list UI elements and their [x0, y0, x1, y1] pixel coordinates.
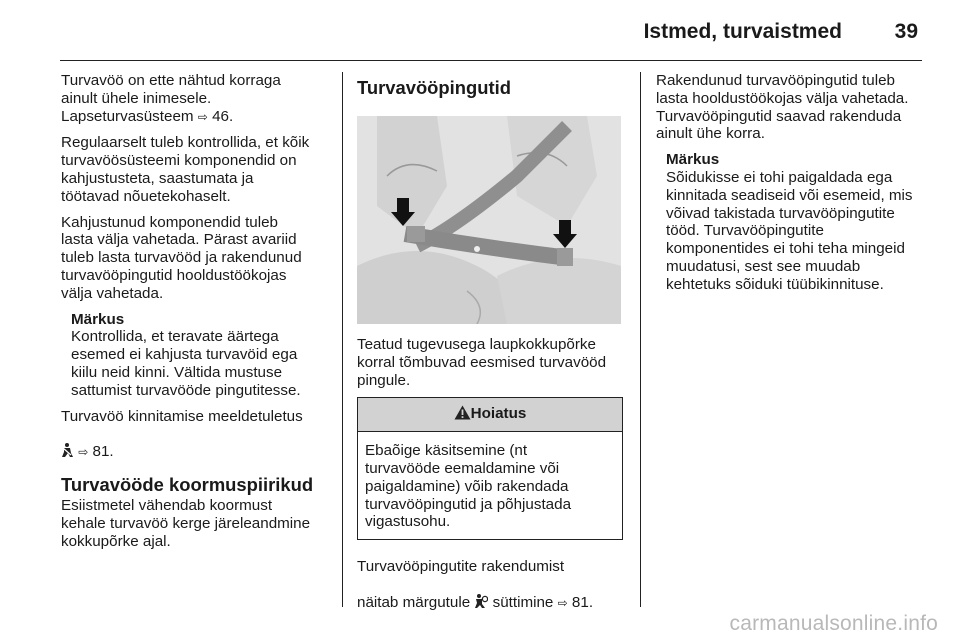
- note-text: Sõidukisse ei tohi paigaldada ega kinnitada seadiseid või esemeid, mis võivad takistada turvavööpingutite tööd. Turvavööpingutite komponentides ei tohi teha mingeid muudatusi, sest see muudab kehtetuks sõiduki tüübikinnituse.: [666, 168, 913, 293]
- page-number: 39: [894, 20, 918, 43]
- page-title: Istmed, turvaistmed: [643, 20, 842, 43]
- note: [666, 151, 926, 293]
- column-3: [656, 72, 926, 294]
- note-text: Kontrollida, et teravate äärtega esemed ei kahjusta turvavöid ega kiilu neid kinni. Vältida mustuse sattumist turvavööde pingutitesse.: [71, 328, 301, 399]
- paragraph: Kahjustunud komponendid tuleb lasta välja vahetada. Pärast avariid tuleb lasta turvavööd ja rakendunud turvavööpingutid hooldustöökojas välja vahetada.: [61, 213, 302, 302]
- paragraph: [357, 558, 623, 613]
- paragraph: Esiistmetel vähendab koormust kehale turvavöö kerge järeleandmine kokkupõrke ajal.: [61, 496, 311, 550]
- page-ref-arrow-icon: ⇨: [557, 595, 568, 610]
- figure-caption: Teatud tugevusega laupkokkupõrke korral tõmbuvad eesmised turvavööd pingule.: [357, 336, 607, 389]
- airbag-indicator-icon: [474, 576, 488, 614]
- paragraph: [61, 408, 333, 463]
- section-heading: Turvavööde koormuspiirikud: [61, 473, 314, 495]
- page-ref-arrow-icon: ⇨: [78, 445, 89, 460]
- column-1: [61, 72, 333, 558]
- paragraph-text: Turvavöö on ette nähtud korraga ainult ühele inimesele. Lapseturvasüsteem: [61, 72, 281, 125]
- seatbelt-pretensioner-illustration: [357, 116, 621, 324]
- column-2: [357, 72, 623, 622]
- note-label: Märkus: [666, 151, 720, 169]
- column-divider: [640, 72, 641, 607]
- warning-title: Hoiatus: [470, 405, 527, 423]
- paragraph: Regulaarselt tuleb kontrollida, et kõik turvavöösüsteemi komponendid on kahjustusteta, saastumata ja töötavad nõuetekohaselt.: [61, 134, 310, 205]
- note: [71, 311, 333, 400]
- seatbelt-reminder-icon: [61, 425, 74, 463]
- warning-triangle-icon: [454, 405, 471, 425]
- watermark: carmanualsonline.info: [729, 612, 938, 635]
- paragraph: Rakendunud turvavööpingutid tuleb lasta hooldustöökojas välja vahetada. Turvavööpingutid saavad rakenduda ainult ühe korra.: [656, 72, 909, 143]
- page-header: [0, 0, 960, 60]
- page-ref[interactable]: 81.: [571, 593, 594, 611]
- paragraph-text: Turvavöö kinnitamise meeldetuletus: [61, 407, 303, 425]
- warning-box: [357, 397, 623, 540]
- header-rule: [60, 60, 922, 61]
- page-ref-arrow-icon: ⇨: [197, 109, 208, 124]
- page-ref[interactable]: 46.: [212, 107, 234, 125]
- note-label: Märkus: [71, 310, 125, 328]
- section-heading: Turvavööpingutid: [357, 77, 511, 98]
- column-divider: [342, 72, 343, 607]
- paragraph-text: Turvavööpingutite rakendumist näitab märgutule: [357, 558, 565, 611]
- paragraph-text: süttimine: [492, 593, 554, 611]
- warning-header: [358, 398, 622, 432]
- page-ref[interactable]: 81.: [92, 443, 114, 461]
- warning-text: Ebaõige käsitsemine (nt turvavööde eemaldamine või paigaldamine) võib rakendada turvavööpingutid ja põhjustada vigastusohu.: [365, 442, 572, 531]
- paragraph: [61, 72, 333, 126]
